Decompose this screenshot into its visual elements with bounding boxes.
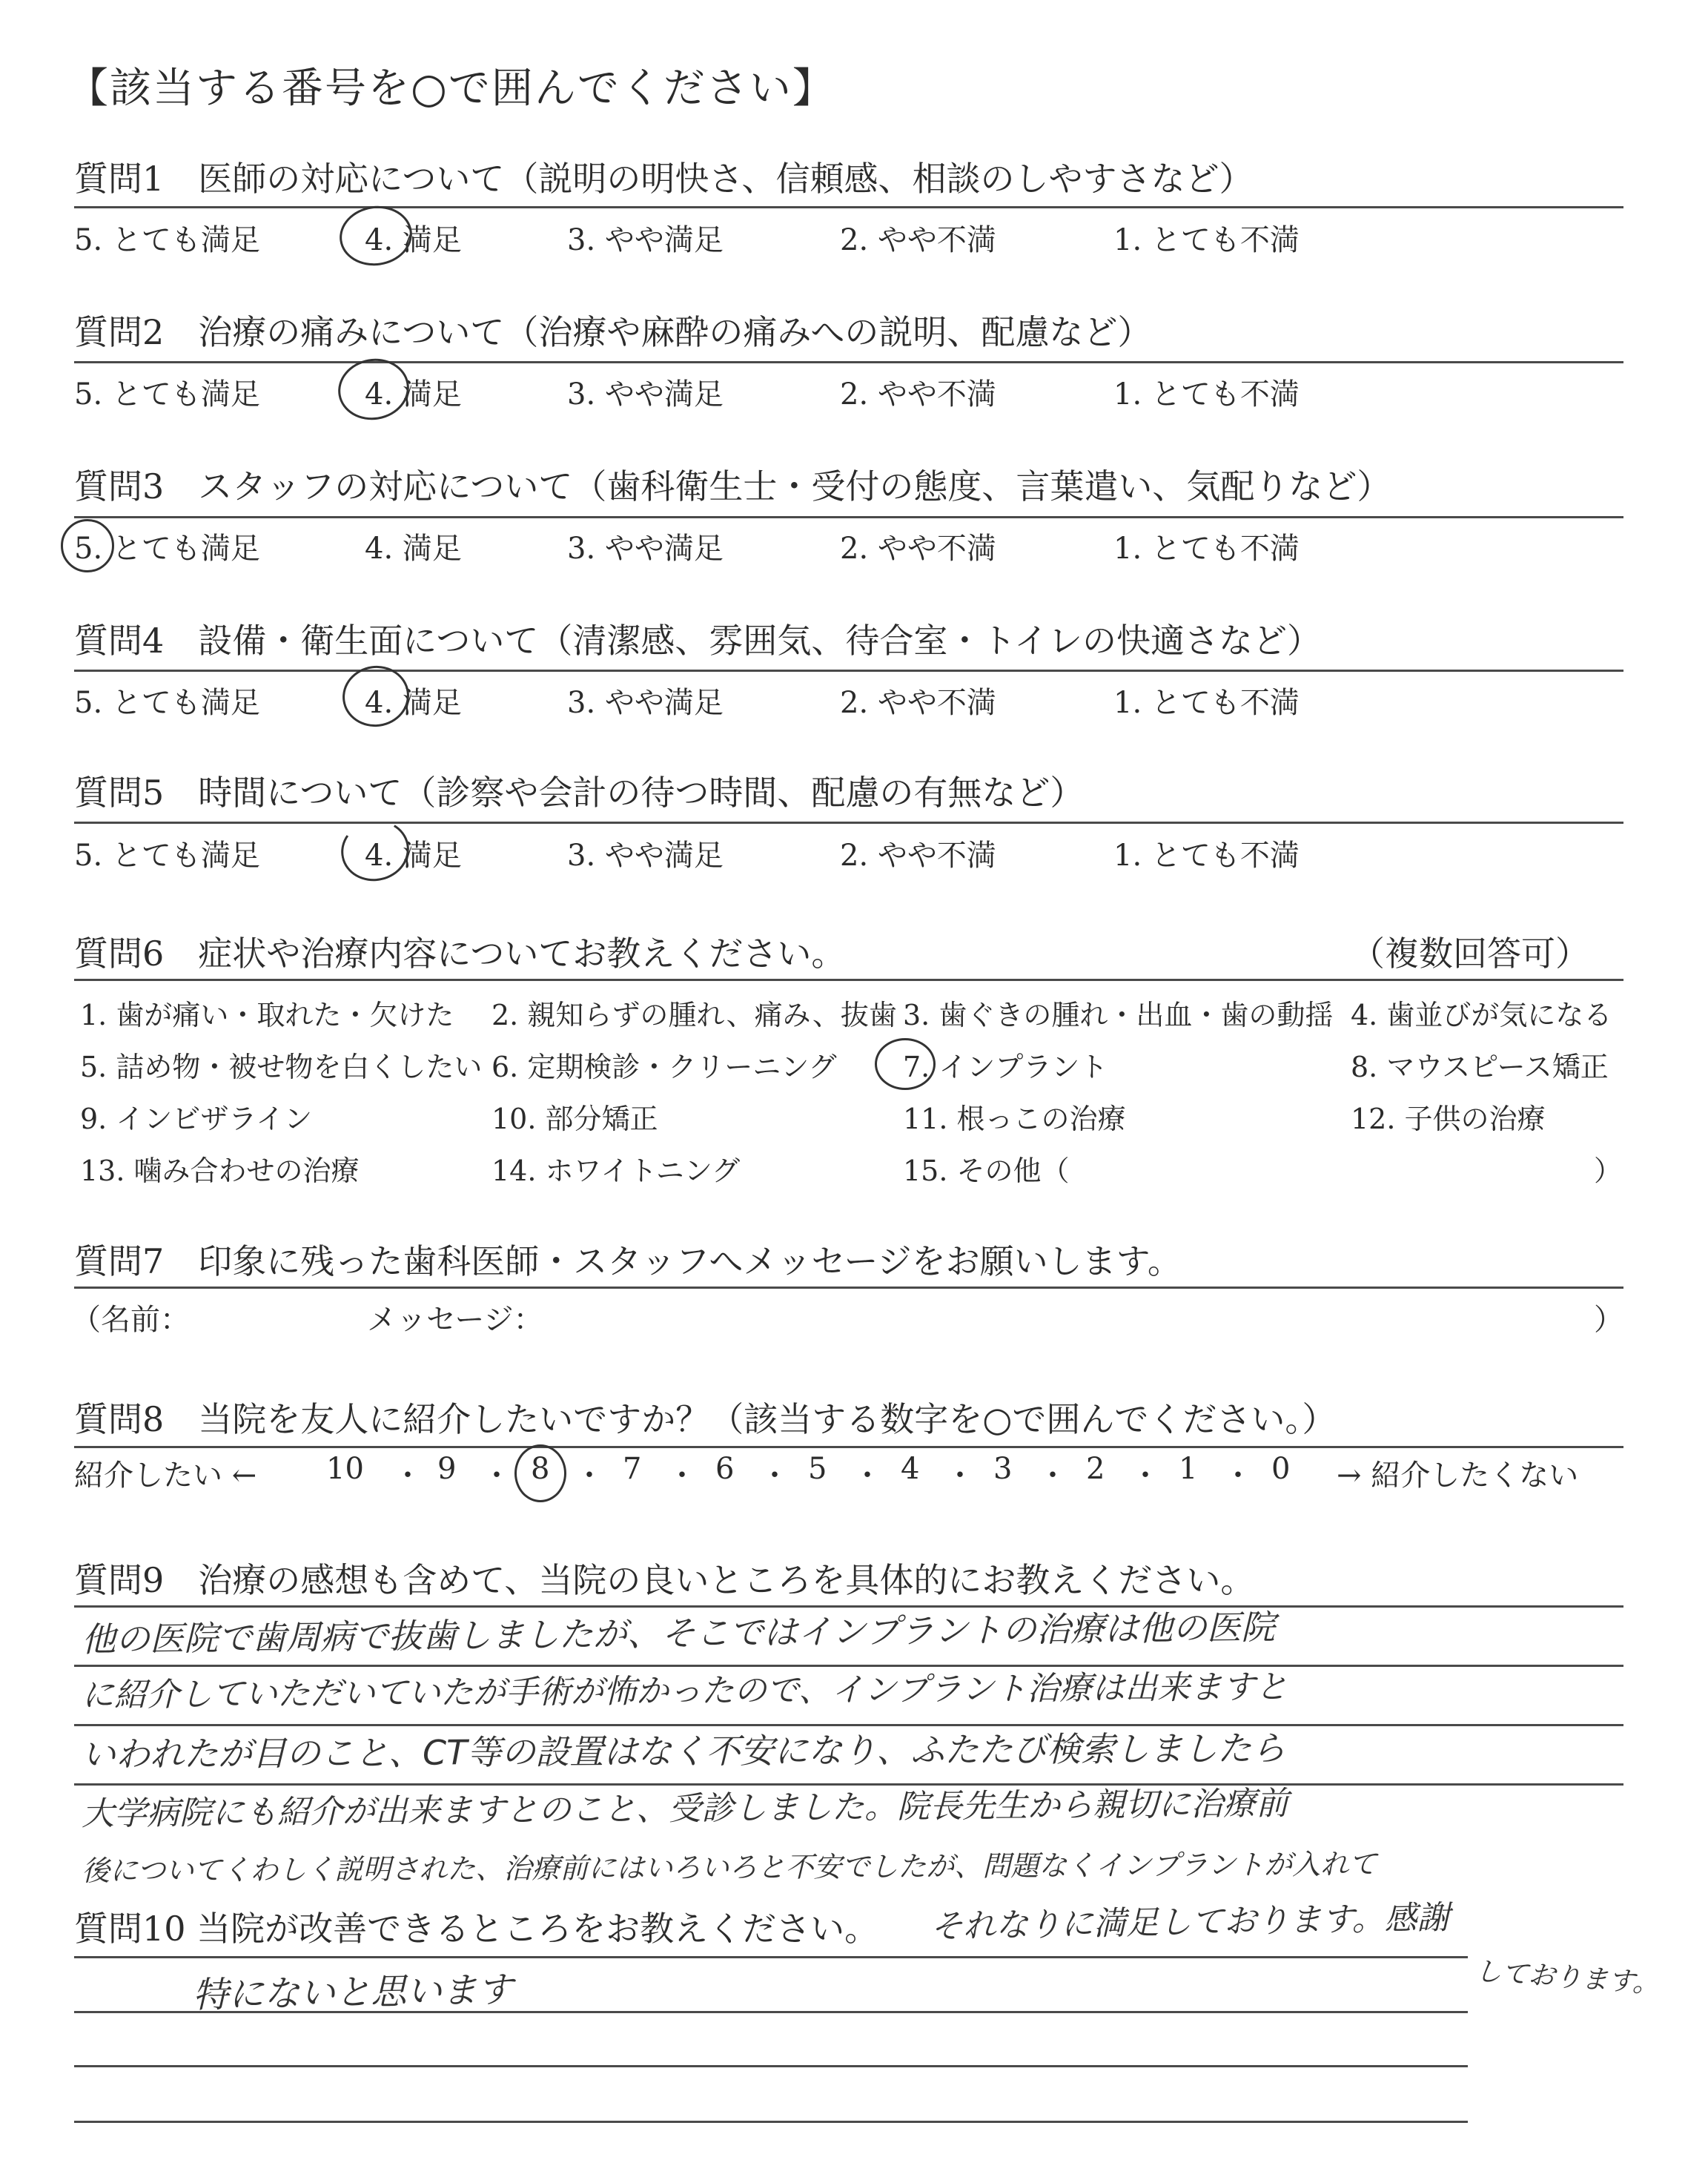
q10-rule-4 [74, 2121, 1468, 2123]
q10-title: 質問10 当院が改善できるところをお教えください。 [74, 1909, 879, 1949]
q1-answer-circle [336, 202, 416, 271]
q6-option-6[interactable]: 6. 定期検診・クリーニング [491, 1051, 837, 1083]
q8-scale-sep: ・ [393, 1459, 423, 1493]
q8-scale-9[interactable]: 9 [437, 1452, 457, 1486]
q5-answer-circle [335, 813, 414, 887]
q6-option-12[interactable]: 12. 子供の治療 [1351, 1103, 1546, 1135]
q4-option-3[interactable]: 3. やや満足 [567, 686, 724, 720]
q3-option-2[interactable]: 2. やや不満 [840, 532, 996, 566]
q7-close-paren: ） [1594, 1303, 1623, 1337]
q6-answer-circle [875, 1038, 936, 1090]
q8-scale-0[interactable]: 0 [1271, 1452, 1291, 1486]
q10-rule-2 [74, 2011, 1468, 2013]
q10-rule-3 [74, 2065, 1468, 2067]
q8-scale-10[interactable]: 10 [326, 1452, 364, 1486]
q7-rule [74, 1287, 1623, 1289]
q8-scale-2[interactable]: 2 [1086, 1452, 1105, 1486]
q6-option-9[interactable]: 9. インビザライン [80, 1103, 313, 1135]
q8-scale-6[interactable]: 6 [715, 1452, 735, 1486]
q3-option-4[interactable]: 4. 満足 [365, 532, 462, 566]
q6-option-10[interactable]: 10. 部分矯正 [491, 1103, 658, 1135]
q1-option-1[interactable]: 1. とても不満 [1113, 223, 1300, 257]
q8-left-label: 紹介したい ← [74, 1459, 257, 1493]
q8-scale-sep: ・ [1223, 1459, 1253, 1493]
q2-title: 質問2 治療の痛みについて（治療や麻酔の痛みへの説明、配慮など） [74, 312, 1152, 352]
q8-scale-4[interactable]: 4 [901, 1452, 920, 1486]
q10-handwriting-inline: それなりに満足しております。感謝 [930, 1898, 1450, 1946]
q5-option-1[interactable]: 1. とても不満 [1113, 839, 1300, 873]
q4-option-1[interactable]: 1. とても不満 [1113, 686, 1300, 720]
form-heading: 【該当する番号を○で囲んでください】 [67, 65, 835, 113]
q1-rule [74, 206, 1623, 208]
q2-rule [74, 361, 1623, 363]
q8-rule [74, 1446, 1623, 1448]
q5-option-2[interactable]: 2. やや不満 [840, 839, 996, 873]
q8-scale-3[interactable]: 3 [993, 1452, 1013, 1486]
q8-scale-sep: ・ [1131, 1459, 1160, 1493]
q8-scale-sep: ・ [1038, 1459, 1068, 1493]
q8-scale-5[interactable]: 5 [808, 1452, 827, 1486]
q1-title: 質問1 医師の対応について（説明の明快さ、信頼感、相談のしやすさなど） [74, 159, 1254, 199]
q8-scale-sep: ・ [667, 1459, 697, 1493]
q6-option-13[interactable]: 13. 噛み合わせの治療 [80, 1155, 360, 1187]
q5-option-3[interactable]: 3. やや満足 [567, 839, 724, 873]
q8-right-label: → 紹介したくない [1337, 1459, 1579, 1493]
q6-option-2[interactable]: 2. 親知らずの腫れ、痛み、抜歯 [491, 999, 897, 1031]
q2-option-1[interactable]: 1. とても不満 [1113, 377, 1300, 412]
q1-option-3[interactable]: 3. やや満足 [567, 223, 724, 257]
q3-option-3[interactable]: 3. やや満足 [567, 532, 724, 566]
q4-option-5[interactable]: 5. とても満足 [74, 686, 260, 720]
q2-option-5[interactable]: 5. とても満足 [74, 377, 260, 412]
q3-option-5[interactable]: 5. とても満足 [74, 532, 260, 566]
q6-option-7[interactable]: 7. インプラント [903, 1051, 1108, 1083]
q2-answer-circle [334, 353, 414, 425]
q1-option-4[interactable]: 4. 満足 [365, 223, 462, 257]
q8-scale-8[interactable]: 8 [531, 1452, 550, 1486]
q7-title: 質問7 印象に残った歯科医師・スタッフへメッセージをお願いします。 [74, 1241, 1182, 1281]
q8-scale-1[interactable]: 1 [1179, 1452, 1198, 1486]
q4-option-4[interactable]: 4. 満足 [365, 686, 462, 720]
q3-answer-circle [61, 519, 114, 572]
q9-handwriting-line-3: いわれたが目のこと、CT等の設置はなく不安になり、ふたたび検索しましたら [81, 1728, 1286, 1774]
q8-scale-sep: ・ [945, 1459, 975, 1493]
q2-option-2[interactable]: 2. やや不満 [840, 377, 996, 412]
q6-note: （複数回答可） [1351, 934, 1589, 974]
q10-rule-1 [74, 1956, 1468, 1958]
q10-handwriting-side: しております。 [1474, 1956, 1661, 2000]
q6-option-11[interactable]: 11. 根っこの治療 [903, 1103, 1126, 1135]
q5-option-5[interactable]: 5. とても満足 [74, 839, 260, 873]
q6-other-close-paren: ） [1594, 1155, 1623, 1187]
q8-answer-circle [514, 1444, 566, 1502]
q6-option-8[interactable]: 8. マウスピース矯正 [1351, 1051, 1609, 1083]
q8-scale-sep: ・ [853, 1459, 882, 1493]
q6-option-1[interactable]: 1. 歯が痛い・取れた・欠けた [80, 999, 454, 1031]
q6-option-14[interactable]: 14. ホワイトニング [491, 1155, 741, 1187]
q7-name-label[interactable]: （名前： [71, 1303, 190, 1337]
q6-rule [74, 979, 1623, 981]
q3-option-1[interactable]: 1. とても不満 [1113, 532, 1300, 566]
q8-scale-7[interactable]: 7 [623, 1452, 642, 1486]
q6-option-5[interactable]: 5. 詰め物・被せ物を白くしたい [80, 1051, 483, 1083]
q10-handwriting-line: 特にないと思います [192, 1969, 514, 2016]
q6-title: 質問6 症状や治療内容についてお教えください。 [74, 934, 846, 974]
q9-handwriting-line-5: 後についてくわしく説明された、治療前にはいろいろと不安でしたが、問題なくインプラントが入れて [81, 1847, 1377, 1887]
q4-rule [74, 670, 1623, 672]
q7-message-label[interactable]: メッセージ： [367, 1303, 543, 1337]
q9-handwriting-line-2: に紹介していただいていたが手術が怖かったので、インプラント治療は出来ますと [81, 1668, 1288, 1714]
q9-title: 質問9 治療の感想も含めて、当院の良いところを具体的にお教えください。 [74, 1560, 1255, 1600]
q8-scale-sep: ・ [482, 1459, 512, 1493]
q8-scale-sep: ・ [575, 1459, 604, 1493]
q6-option-15[interactable]: 15. その他（ [903, 1155, 1070, 1187]
q4-option-2[interactable]: 2. やや不満 [840, 686, 996, 720]
q6-option-3[interactable]: 3. 歯ぐきの腫れ・出血・歯の動揺 [903, 999, 1334, 1031]
q8-title: 質問8 当院を友人に紹介したいですか？（該当する数字を○で囲んでください。） [74, 1399, 1337, 1439]
q1-option-2[interactable]: 2. やや不満 [840, 223, 996, 257]
q2-option-3[interactable]: 3. やや満足 [567, 377, 724, 412]
q9-handwriting-line-1: 他の医院で歯周病で抜歯しましたが、そこではインプラントの治療は他の医院 [81, 1607, 1276, 1659]
q3-rule [74, 516, 1623, 518]
q3-title: 質問3 スタッフの対応について（歯科衛生士・受付の態度、言葉遣い、気配りなど） [74, 466, 1391, 506]
q6-option-4[interactable]: 4. 歯並びが気になる [1351, 999, 1612, 1031]
q1-option-5[interactable]: 5. とても満足 [74, 223, 260, 257]
q5-option-4[interactable]: 4. 満足 [365, 839, 462, 873]
q9-handwriting-line-4: 大学病院にも紹介が出来ますとのこと、受診しました。院長先生から親切に治療前 [81, 1784, 1289, 1833]
q5-rule [74, 822, 1623, 824]
q5-title: 質問5 時間について（診察や会計の待つ時間、配慮の有無など） [74, 773, 1085, 813]
q8-scale-sep: ・ [760, 1459, 790, 1493]
q2-option-4[interactable]: 4. 満足 [365, 377, 462, 412]
q4-title: 質問4 設備・衛生面について（清潔感、雰囲気、待合室・トイレの快適さなど） [74, 621, 1322, 661]
